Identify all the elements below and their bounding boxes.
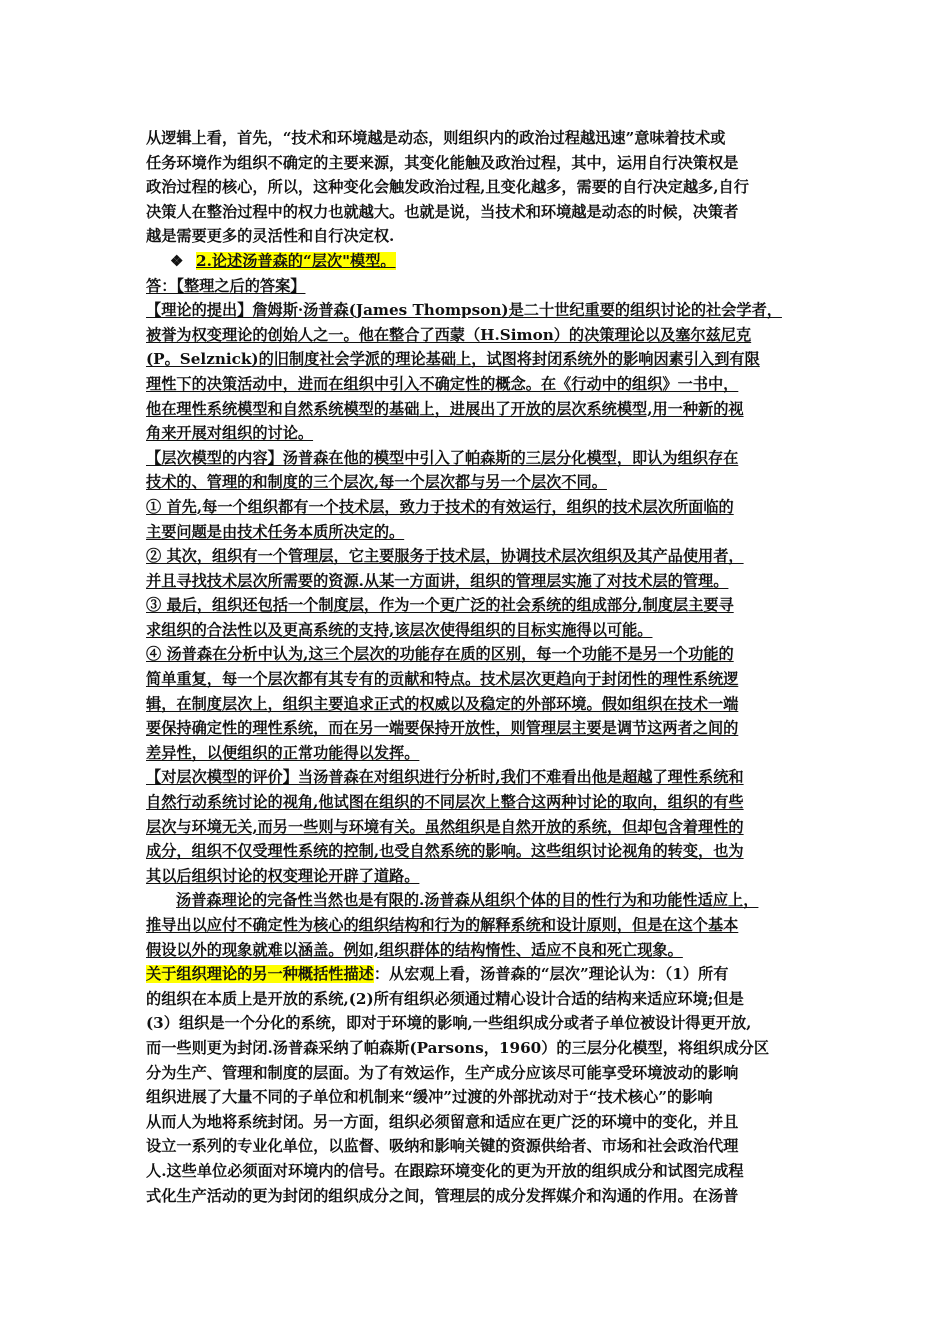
text-line: 决策人在整治过程中的权力也就越大。也就是说，当技术和环境越是动态的时候，决策者 (146, 202, 739, 221)
text-line: 求组织的合法性以及更高系统的支持,该层次使得组织的目标实施得以可能。 (146, 620, 653, 639)
text-line: 简单重复，每一个层次都有其专有的贡献和特点。技术层次更趋向于封闭性的理性系统逻 (146, 670, 739, 689)
text-line: ① 首先,每一个组织都有一个技术层，致力于技术的有效运行，组织的技术层次所面临的 (146, 497, 734, 516)
text-line: 而一些则更为封闭.汤普森采纳了帕森斯(Parsons，1960）的三层分化模型，将组织成分区 (146, 1038, 770, 1057)
text-line: 技术的、管理的和制度的三个层次,每一个层次都与另一个层次不同。 (146, 473, 607, 492)
text-line: 自然行动系统讨论的视角,他试图在组织的不同层次上整合这两种讨论的取向，组织的有些 (146, 793, 744, 812)
text-line: 分为生产、管理和制度的层面。为了有效运作，生产成分应该尽可能享受环境波动的影响 (146, 1063, 739, 1082)
highlighted-label: 关于组织理论的另一种概括性描述 (146, 965, 374, 984)
limitation-section (146, 888, 810, 962)
text-line: ③ 最后，组织还包括一个制度层，作为一个更广泛的社会系统的组成部分,制度层主要寻 (146, 596, 734, 615)
text-line: 关于组织理论的另一种概括性描述：从宏观上看，汤普森的“层次”理论认为：（1）所有 (146, 965, 729, 984)
text-line: 组织进展了大量不同的子单位和机制来“缓冲”过渡的外部扰动对于“技术核心”的影响 (146, 1088, 713, 1107)
text-line: 并且寻找技术层次所需要的资源.从某一方面讲，组织的管理层实施了对技术层的管理。 (146, 571, 729, 590)
text-line: 从而人为地将系统封闭。另一方面，组织必须留意和适应在更广泛的环境中的变化，并且 (146, 1112, 739, 1131)
text-line: ② 其次，组织有一个管理层，它主要服务于技术层，协调技术层次组织及其产品使用者， (146, 547, 744, 566)
model-content-section (146, 446, 810, 766)
text-line: (3）组织是一个分化的系统，即对于环境的影响,一些组织成分或者子单位被设计得更开放, (146, 1014, 752, 1033)
document-page (146, 126, 810, 1208)
text-line: 推导出以应付不确定性为核心的组织结构和行为的解释系统和设计原则，但是在这个基本 (146, 916, 739, 934)
alternative-description-section (146, 962, 810, 1208)
text-line: 成分，组织不仅受理性系统的控制,也受自然系统的影响。这些组织讨论视角的转变，也为 (146, 842, 744, 861)
text-line: 的组织在本质上是开放的系统,(2)所有组织必须通过精心设计合适的结构来适应环境;但是 (146, 989, 744, 1008)
text-line: 从逻辑上看，首先，“技术和环境越是动态，则组织内的政治过程越迅速”意味着技术或 (146, 129, 726, 147)
intro-paragraph (146, 126, 810, 249)
evaluation-section (146, 765, 810, 888)
text-line: 【层次模型的内容】汤普森在他的模型中引入了帕森斯的三层分化模型，即认为组织存在 (146, 448, 739, 467)
text-line: 辑，在制度层次上，组织主要追求正式的权威以及稳定的外部环境。假如组织在技术一端 (146, 694, 739, 713)
text-line: 政治过程的核心，所以，这种变化会触发政治过程,且变化越多，需要的自行决定越多,自行 (146, 178, 749, 197)
text-line: 要保持确定性的理性系统，而在另一端要保持开放性，则管理层主要是调节这两者之间的 (146, 719, 739, 738)
text-line: ④ 汤普森在分析中认为,这三个层次的功能存在质的区别，每一个功能不是另一个功能的 (146, 645, 734, 664)
answer-label: 答：【整理之后的答案】 (146, 276, 306, 295)
theory-origin-section (146, 298, 810, 446)
text-line: 被誉为权变理论的创始人之一。他在整合了西蒙（H.Simon）的决策理论以及塞尔兹尼克 (146, 325, 752, 344)
question-heading (146, 249, 810, 274)
text-line: 设立一系列的专业化单位，以监督、吸纳和影响关键的资源供给者、市场和社会政治代理 (146, 1137, 739, 1156)
text-line: 假设以外的现象就难以涵盖。例如,组织群体的结构惰性、适应不良和死亡现象。 (146, 940, 683, 959)
text-line: 任务环境作为组织不确定的主要来源，其变化能触及政治过程，其中，运用自行决策权是 (146, 153, 739, 172)
text-line: (P。Selznick)的旧制度社会学派的理论基础上，试图将封闭系统外的影响因素引入到有限 (146, 350, 760, 369)
text-line: 其以后组织讨论的权变理论开辟了道路。 (146, 866, 420, 885)
text-line: 理性下的决策活动中，进而在组织中引入不确定性的概念。在《行动中的组织》一书中， (146, 374, 739, 393)
text-line: 层次与环境无关,而另一些则与环境有关。虽然组织是自然开放的系统，但却包含着理性的 (146, 817, 744, 836)
question-title: 2.论述汤普森的“层次"模型。 (196, 251, 396, 270)
text-line: 式化生产活动的更为封闭的组织成分之间，管理层的成分发挥媒介和沟通的作用。在汤普 (146, 1186, 739, 1205)
text-line: 越是需要更多的灵活性和自行决定权. (146, 227, 395, 246)
text-line: 【对层次模型的评价】当汤普森在对组织进行分析时,我们不难看出他是超越了理性系统和 (146, 768, 744, 787)
text-line: 汤普森理论的完备性当然也是有限的.汤普森从组织个体的目的性行为和功能性适应上， (176, 891, 759, 910)
text-line: 人.这些单位必须面对环境内的信号。在跟踪环境变化的更为开放的组织成分和试图完成程 (146, 1161, 744, 1180)
diamond-bullet-icon: ❖ (170, 251, 184, 270)
text-line: 【理论的提出】詹姆斯·汤普森(James Thompson)是二十世纪重要的组织讨论的社会学者， (146, 301, 782, 320)
text-line: 角来开展对组织的讨论。 (146, 424, 314, 443)
text-line: 他在理性系统模型和自然系统模型的基础上，进展出了开放的层次系统模型,用一种新的视 (146, 399, 744, 418)
text-line: 差异性，以便组织的正常功能得以发挥。 (146, 743, 420, 762)
text-line: 主要问题是由技术任务本质所决定的。 (146, 522, 405, 541)
